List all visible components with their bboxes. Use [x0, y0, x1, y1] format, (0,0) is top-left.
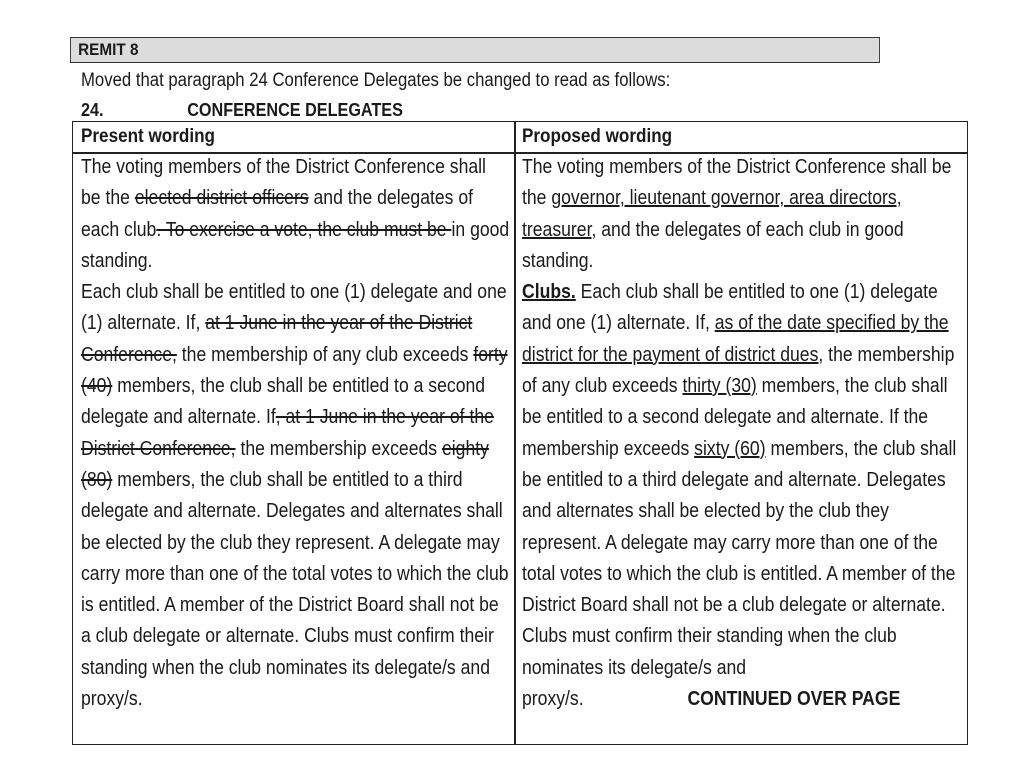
- proposed-paragraph-2: [522, 277, 958, 715]
- proposed-text: members, the club shall be entitled to a second delegate and alternate. If the membership exceeds: [522, 375, 948, 460]
- present-deleted-text: , at 1 June in the year of the District Conference,: [81, 406, 494, 460]
- present-deleted-text: forty (40): [81, 343, 508, 398]
- proposed-text: The voting members of the District Conference shall be the: [522, 156, 952, 210]
- present-text: in good standing.: [81, 218, 510, 272]
- present-paragraph-1: [81, 152, 510, 277]
- present-text: Each club shall be entitled to one (1) delegate and one (1) alternate. If,: [81, 281, 507, 335]
- continued-over-page-note: CONTINUED OVER PAGE: [687, 688, 901, 711]
- proposed-text: and the delegates of each club in good standing.: [522, 218, 904, 272]
- present-wording-heading: Present wording: [81, 126, 215, 147]
- present-text: The voting members of the District Conference shall be the: [81, 156, 486, 210]
- present-wording-cell: [81, 152, 510, 715]
- present-text: and the delegates of each club: [81, 187, 474, 241]
- proposed-text: Each club shall be entitled to one (1) delegate and one (1) alternate. If,: [522, 281, 938, 335]
- present-text: the membership exceeds: [235, 437, 442, 460]
- paragraph-number: 24.: [81, 100, 104, 120]
- present-text: the membership of any club exceeds: [176, 343, 474, 366]
- proposed-inserted-text: sixty (60): [694, 437, 766, 460]
- wording-comparison-table: [72, 121, 968, 745]
- proposed-inserted-text: governor, lieutenant governor, area directors, treasurer,: [522, 187, 902, 241]
- paragraph-heading: [81, 100, 403, 121]
- proposed-wording-heading: Proposed wording: [522, 126, 673, 147]
- clubs-label: Clubs.: [522, 281, 576, 304]
- column-divider: [514, 122, 516, 744]
- present-text: members, the club shall be entitled to a second delegate and alternate. If: [81, 375, 486, 429]
- proposed-inserted-text: thirty (30): [682, 375, 757, 398]
- present-text: members, the club shall be entitled to a third delegate and alternate. Delegates and alternates shall be elected by the club they represent. A delegate may carry more than one of the total votes to which the club is entitled. A member of the District Board shall not be a club delegate or alternate. Clubs must confirm their standing when the club nominates its delegate/s and proxy/s.: [81, 468, 509, 711]
- remit-title-bar: [70, 37, 880, 63]
- proposed-text: the membership of any club exceeds: [522, 343, 955, 398]
- present-deleted-text: . To exercise a vote, the club must be: [156, 218, 452, 241]
- present-deleted-text: elected district officers: [134, 187, 309, 210]
- proposed-inserted-text: as of the date specified by the district for the payment of district dues,: [522, 312, 949, 366]
- remit-title: REMIT 8: [78, 40, 139, 59]
- motion-intro: Moved that paragraph 24 Conference Delegates be changed to read as follows:: [81, 70, 671, 91]
- proposed-text: members, the club shall be entitled to a third delegate and alternate. Delegates and alternates shall be elected by the club they represent. A delegate may carry more than one of the total votes to which the club is entitled. A member of the District Board shall not be a club delegate or alternate. Clubs must confirm their standing when the club nominates its delegate/s and proxy/s.: [522, 437, 957, 711]
- present-paragraph-2: [81, 277, 510, 715]
- present-deleted-text: at 1 June in the year of the District Conference,: [81, 312, 473, 366]
- paragraph-title: CONFERENCE DELEGATES: [187, 100, 403, 120]
- proposed-paragraph-1: [522, 152, 958, 277]
- present-deleted-text: eighty (80): [81, 437, 489, 491]
- proposed-wording-cell: [522, 152, 958, 715]
